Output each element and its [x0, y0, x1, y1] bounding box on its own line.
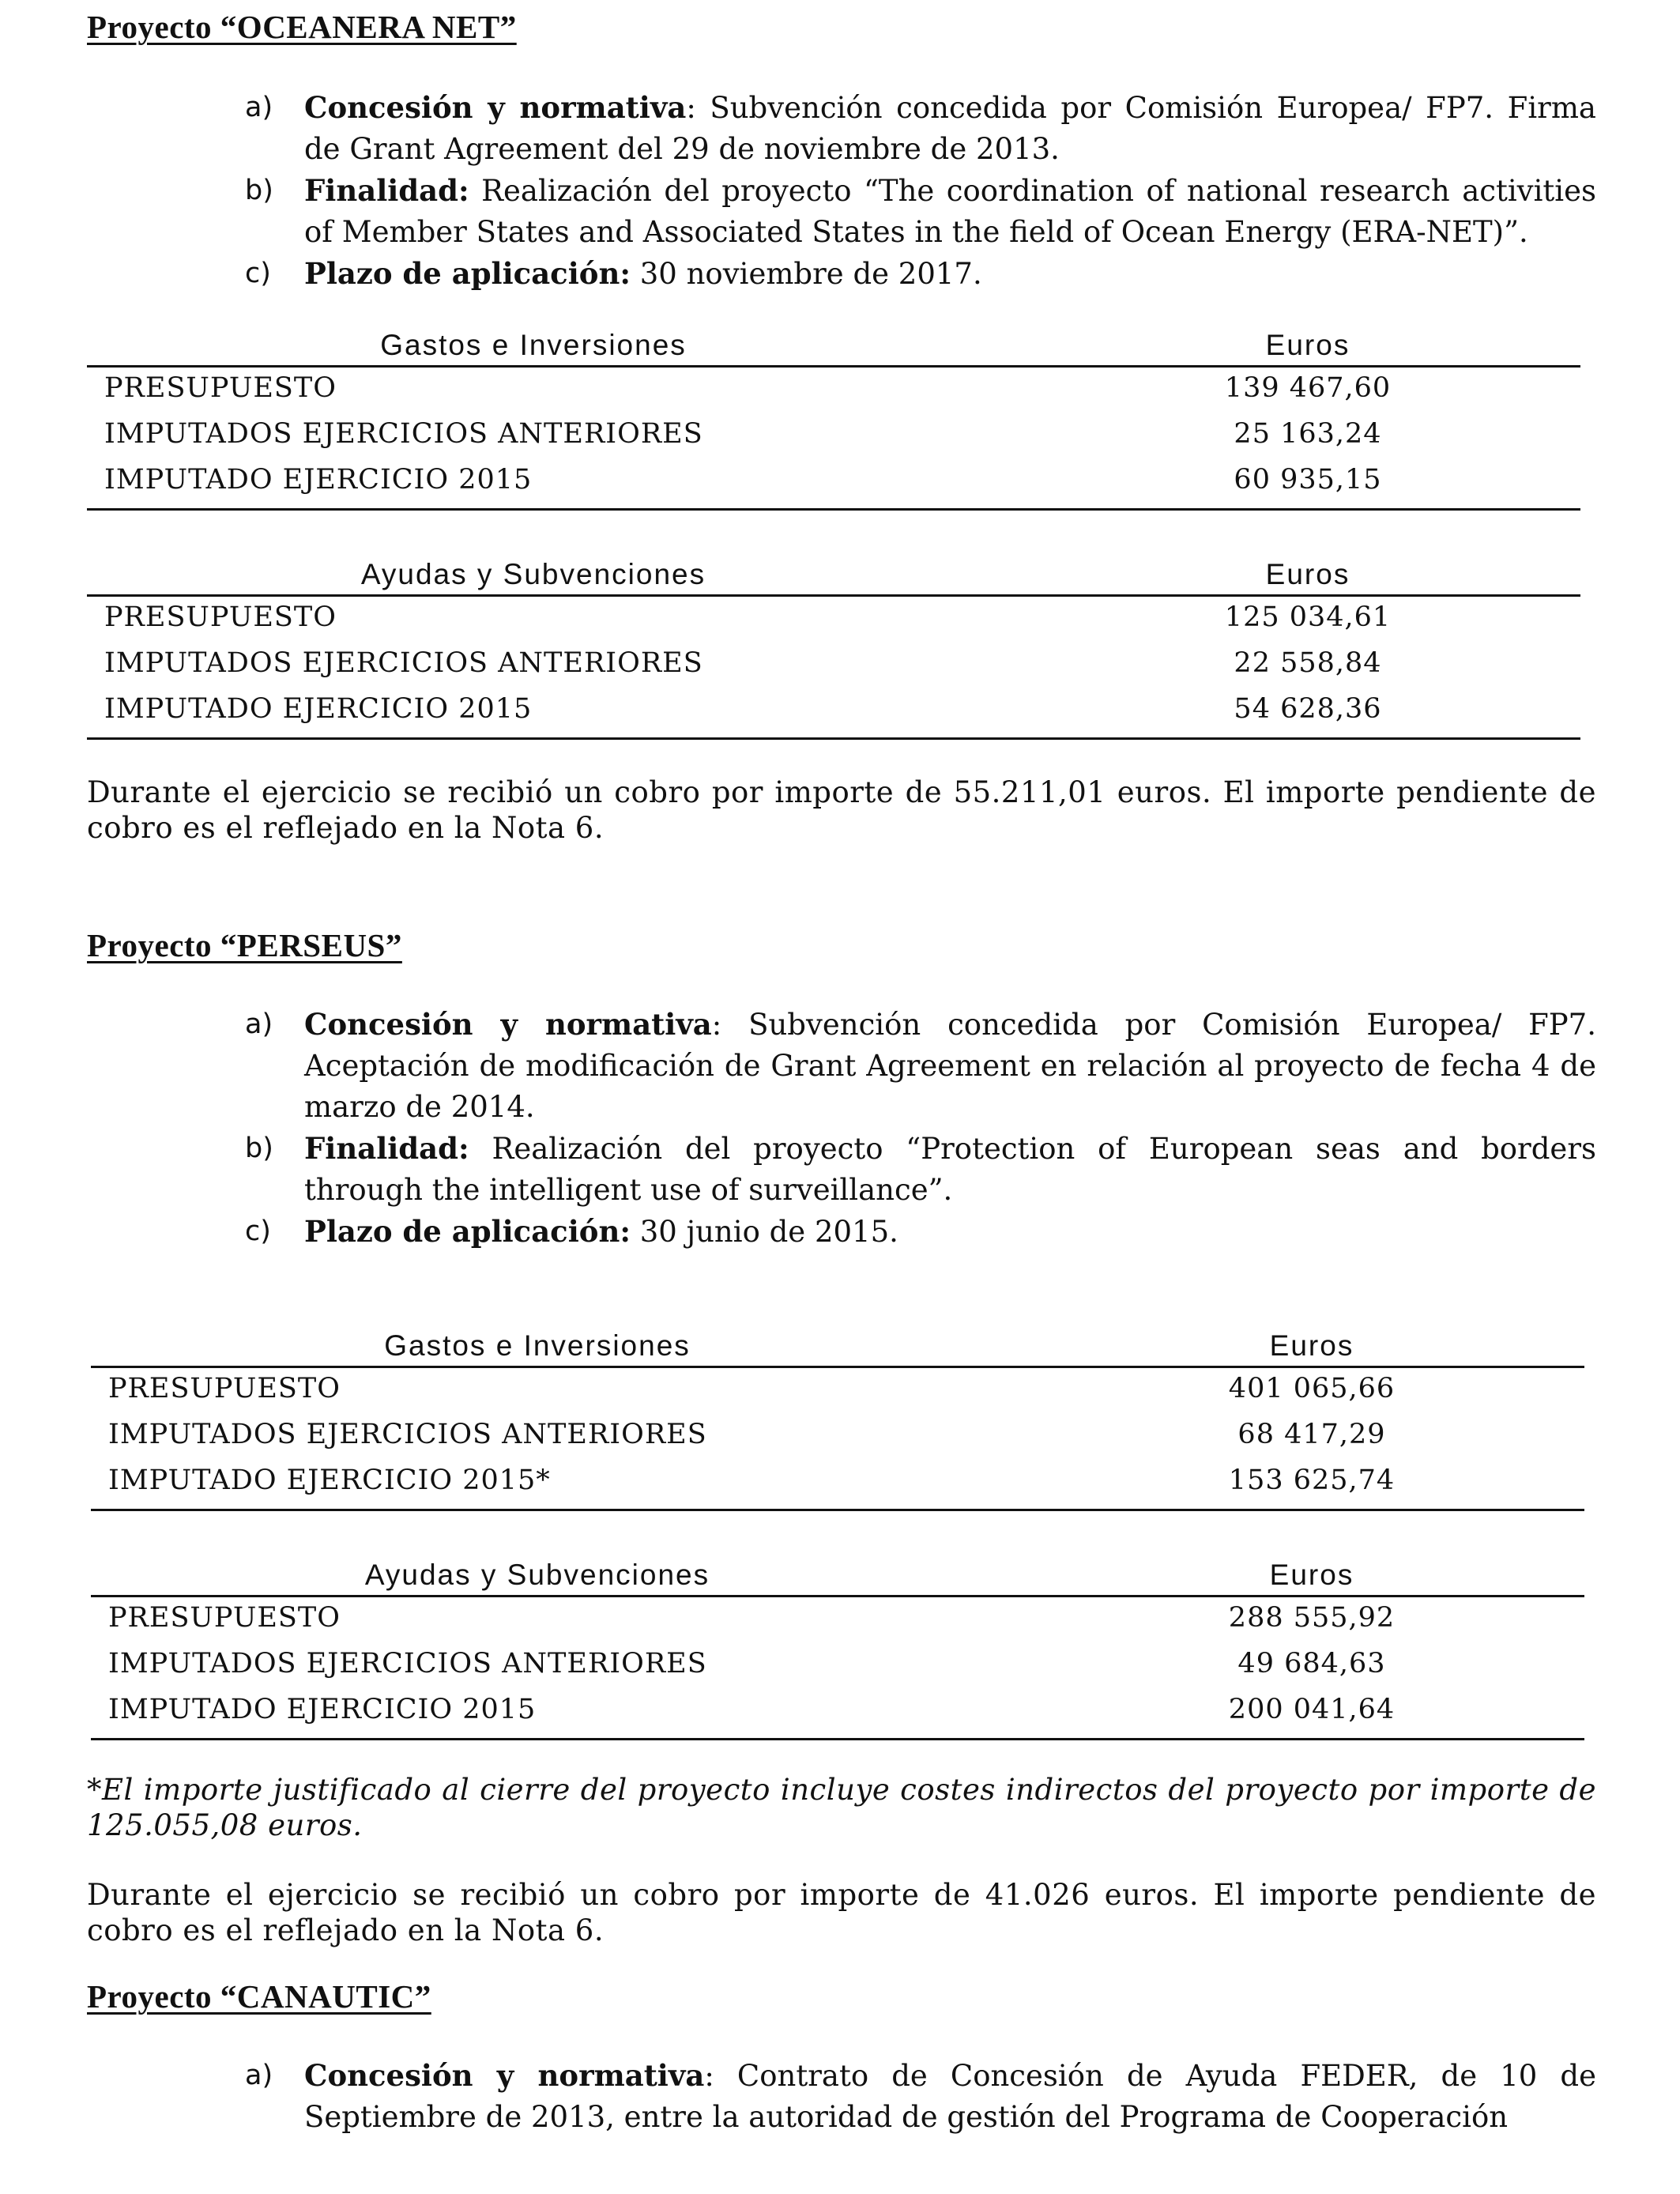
list-item [245, 170, 1596, 253]
item-separator: : [711, 1008, 722, 1042]
row-concept: IMPUTADOS EJERCICIOS ANTERIORES [108, 1419, 707, 1450]
table-rule [91, 1509, 1584, 1511]
column-header-euros: Euros [1265, 329, 1350, 361]
perseus-details-list [245, 1004, 1596, 1253]
table-row [87, 413, 1580, 459]
table-rule [87, 508, 1580, 511]
oceanera-details-list [245, 87, 1596, 295]
row-concept: IMPUTADO EJERCICIO 2015 [104, 464, 533, 496]
row-concept: IMPUTADOS EJERCICIOS ANTERIORES [108, 1648, 707, 1679]
item-text: Subvención concedida por Comisión Europea/ FP7. Aceptación de modificación de Grant Agreement en relación al proyecto de fecha 4 de marzo de 2014. [304, 1008, 1596, 1124]
list-item [245, 1004, 1596, 1128]
table-header [87, 553, 1580, 594]
table-rule [87, 737, 1580, 740]
list-item [245, 2055, 1596, 2138]
table-header [87, 324, 1580, 365]
table-header [91, 1325, 1584, 1366]
column-header-concept: Gastos e Inversiones [380, 329, 687, 361]
row-amount: 49 684,63 [1237, 1648, 1386, 1679]
item-separator: : [686, 91, 696, 125]
footnote-indirect-costs: *El importe justificado al cierre del proyecto incluye costes indirectos del proyecto por importe de 125.055,08 euros. [87, 1773, 1596, 1842]
item-text: Realización del proyecto “Protection of European seas and borders through the intelligent use of surveillance”. [304, 1132, 1596, 1207]
list-marker: b) [245, 175, 273, 206]
table-row [87, 643, 1580, 688]
row-concept: IMPUTADO EJERCICIO 2015* [108, 1465, 551, 1496]
table-row [91, 1414, 1584, 1460]
item-label: Finalidad: [304, 1131, 469, 1166]
item-label: Concesión y normativa [304, 1007, 712, 1042]
section-title-perseus: Proyecto “PERSEUS” [87, 927, 402, 963]
item-text: Contrato de Concesión de Ayuda FEDER, de 10 de Septiembre de 2013, entre la autoridad de gestión del Programa de Cooperación [304, 2059, 1596, 2134]
column-header-euros: Euros [1265, 558, 1350, 590]
item-label: Concesión y normativa [304, 2058, 705, 2093]
gastos-table-perseus [91, 1325, 1584, 1511]
list-item [245, 1128, 1596, 1211]
table-row [91, 1368, 1584, 1414]
table-row [87, 688, 1580, 734]
row-concept: IMPUTADO EJERCICIO 2015 [108, 1694, 537, 1725]
row-concept: PRESUPUESTO [104, 601, 337, 633]
row-concept: IMPUTADOS EJERCICIOS ANTERIORES [104, 647, 703, 679]
column-header-concept: Ayudas y Subvenciones [364, 1559, 710, 1591]
table-header [91, 1554, 1584, 1595]
item-label: Plazo de aplicación: [304, 256, 631, 291]
table-row [91, 1643, 1584, 1689]
list-marker: c) [245, 1216, 271, 1247]
canautic-details-list [245, 2055, 1596, 2138]
table-row [91, 1597, 1584, 1643]
row-concept: IMPUTADOS EJERCICIOS ANTERIORES [104, 418, 703, 450]
table-row [91, 1460, 1584, 1506]
column-header-euros: Euros [1269, 1329, 1354, 1362]
list-marker: a) [245, 92, 273, 123]
list-marker: b) [245, 1133, 273, 1164]
row-amount: 22 558,84 [1234, 647, 1382, 679]
item-separator: : [704, 2059, 714, 2093]
row-amount: 68 417,29 [1237, 1419, 1386, 1450]
list-item [245, 87, 1596, 170]
item-text: Subvención concedida por Comisión Europea/ FP7. Firma de Grant Agreement del 29 de noviembre de 2013. [304, 91, 1596, 166]
item-text: 30 junio de 2015. [631, 1215, 898, 1249]
row-amount: 25 163,24 [1234, 418, 1382, 450]
table-row [87, 459, 1580, 505]
list-marker: a) [245, 2060, 273, 2091]
row-amount: 200 041,64 [1228, 1694, 1396, 1725]
item-label: Concesión y normativa [304, 90, 687, 125]
row-concept: PRESUPUESTO [108, 1373, 341, 1404]
collection-note-perseus: Durante el ejercicio se recibió un cobro por importe de 41.026 euros. El importe pendiente de cobro es el reflejado en la Nota 6. [87, 1878, 1596, 1947]
row-amount: 125 034,61 [1224, 601, 1392, 633]
table-row [87, 597, 1580, 643]
list-item [245, 253, 1596, 295]
list-marker: c) [245, 258, 271, 289]
item-text: Realización del proyecto “The coordination of national research activities of Member States and Associated States in the field of Ocean Energy (ERA-NET)”. [304, 174, 1596, 249]
column-header-concept: Gastos e Inversiones [384, 1329, 691, 1362]
item-text: 30 noviembre de 2017. [631, 257, 982, 291]
row-concept: PRESUPUESTO [108, 1602, 341, 1634]
section-title-oceanera: Proyecto “OCEANERA NET” [87, 9, 517, 45]
column-header-euros: Euros [1269, 1559, 1354, 1591]
row-amount: 54 628,36 [1234, 693, 1382, 725]
item-label: Finalidad: [304, 173, 469, 208]
ayudas-table-oceanera [87, 553, 1580, 740]
row-amount: 401 065,66 [1228, 1373, 1396, 1404]
row-amount: 153 625,74 [1228, 1465, 1396, 1496]
section-title-canautic: Proyecto “CANAUTIC” [87, 1978, 431, 2015]
row-amount: 288 555,92 [1228, 1602, 1396, 1634]
row-concept: IMPUTADO EJERCICIO 2015 [104, 693, 533, 725]
gastos-table-oceanera [87, 324, 1580, 511]
item-label: Plazo de aplicación: [304, 1214, 631, 1249]
table-row [91, 1689, 1584, 1735]
table-row [87, 368, 1580, 413]
row-amount: 139 467,60 [1224, 372, 1392, 404]
collection-note-oceanera: Durante el ejercicio se recibió un cobro por importe de 55.211,01 euros. El importe pendiente de cobro es el reflejado en la Nota 6. [87, 775, 1596, 845]
column-header-concept: Ayudas y Subvenciones [360, 558, 706, 590]
list-item [245, 1211, 1596, 1253]
ayudas-table-perseus [91, 1554, 1584, 1740]
row-concept: PRESUPUESTO [104, 372, 337, 404]
table-rule [91, 1738, 1584, 1740]
row-amount: 60 935,15 [1234, 464, 1382, 496]
list-marker: a) [245, 1008, 273, 1040]
